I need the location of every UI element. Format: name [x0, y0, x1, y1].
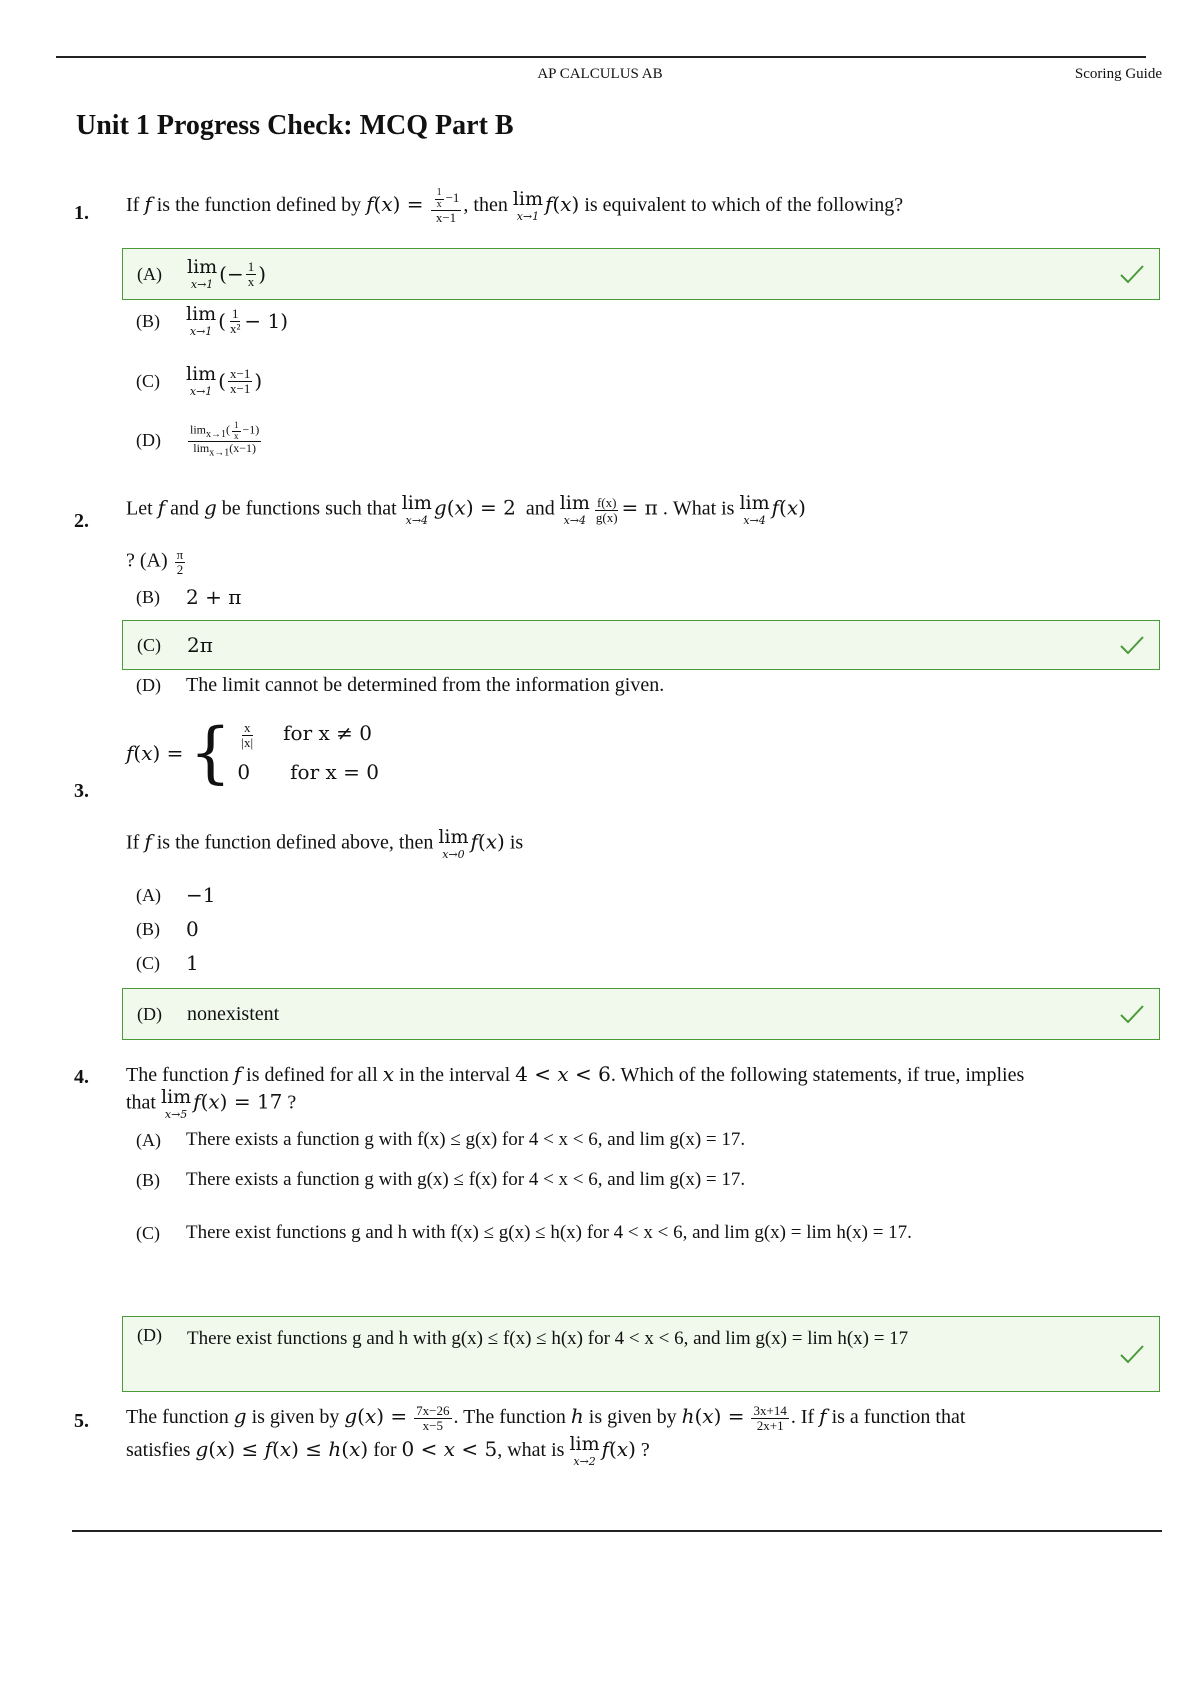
question-1-text: If f is the function defined by f(x) = $\frac{1}{x}$ −1 x−1 , then lim x→1 f(x) is equivalent to which of the following? [126, 187, 904, 225]
question-1-option-c[interactable]: (C) lim x→1 ( $\frac{x-1}{x-1}$ ) [136, 363, 263, 398]
page-title: Unit 1 Progress Check: MCQ Part B [76, 110, 514, 141]
question-5-text: The function g is given by g(x) = $\frac{7x-26}{x-5}$ . The function h is given by h(x) = $\frac{3x+14}{2x+1}$ . If f is a function that satisfies g(x) ≤ f(x) ≤ h(x) for 0 < x < 5, what is lim x→2 f(x) ? [126, 1403, 966, 1469]
course-header: AP CALCULUS AB [537, 66, 663, 82]
question-1-number: 1. [74, 202, 89, 224]
scoring-guide-label: Scoring Guide [1074, 66, 1162, 82]
question-3-piecewise: f ( x ) = { $\frac{x}{|x|}$ for x ≠ 0 0 for x = 0 [126, 714, 379, 791]
question-3-option-c[interactable]: (C) 1 [136, 951, 199, 975]
question-3-option-d[interactable]: (D) nonexistent [122, 988, 1160, 1040]
question-4-option-a[interactable]: (A) There exists a function g with f(x) ≤ g(x) for 4 < x < 6, and lim g(x) = 17. [136, 1129, 746, 1150]
question-1-option-d[interactable]: (D) $\lim_{x\to 1}$( $\frac{1}{x}$ −1) $\lim_{x\to 1}(x-1)$ [136, 420, 260, 459]
question-4-option-c[interactable]: (C) There exist functions g and h with f(x) ≤ g(x) ≤ h(x) for 4 < x < 6, and lim g(x) = lim h(x) = 17. [136, 1221, 912, 1243]
question-4-number: 4. [74, 1066, 89, 1088]
question-4-option-b[interactable]: (B) There exists a function g with g(x) ≤ f(x) for 4 < x < 6, and lim g(x) = 17. [136, 1169, 746, 1190]
correct-check-icon [1119, 634, 1145, 656]
correct-check-icon [1119, 263, 1145, 285]
question-2-option-b[interactable]: (B) 2 + π [136, 585, 242, 609]
question-2-option-a[interactable]: ? (A) $\frac{\pi}{2}$ [126, 547, 184, 577]
question-5-number: 5. [74, 1410, 89, 1432]
question-4-option-d[interactable]: (D) There exist functions g and h with g(x) ≤ f(x) ≤ h(x) for 4 < x < 6, and lim g(x) = lim h(x) = 17 [122, 1316, 1160, 1392]
question-1-option-a[interactable]: (A) lim x→1 (− $\frac{1}{x}$ ) [122, 248, 1160, 300]
bottom-rule [72, 1530, 1162, 1532]
correct-check-icon [1119, 1003, 1145, 1025]
top-rule [56, 56, 1146, 58]
question-2-option-d[interactable]: (D) The limit cannot be determined from the information given. [136, 673, 665, 696]
question-1-option-b[interactable]: (B) lim x→1 ( $\frac{1}{\text{x²}}$ − 1) [136, 303, 289, 338]
question-2-option-c[interactable]: (C) 2π [122, 620, 1160, 670]
question-2-text: Let f and g be functions such that lim x→4 g(x) = 2 and lim x→4 $\frac{f(x)}{g(x)}$ = π . What is lim x→4 f(x) [126, 492, 806, 527]
question-3-text: If f is the function defined above, then lim x→0 f(x) is [126, 826, 524, 861]
question-2-number: 2. [74, 510, 89, 532]
question-3-option-b[interactable]: (B) 0 [136, 917, 199, 941]
question-3-number: 3. [74, 780, 89, 802]
question-4-text: The function f is defined for all x in the interval 4 < x < 6. Which of the following statements, if true, implies that lim x→5 f(x) = 17 ? [126, 1062, 1025, 1121]
question-3-option-a[interactable]: (A) −1 [136, 883, 216, 907]
correct-check-icon [1119, 1343, 1145, 1365]
